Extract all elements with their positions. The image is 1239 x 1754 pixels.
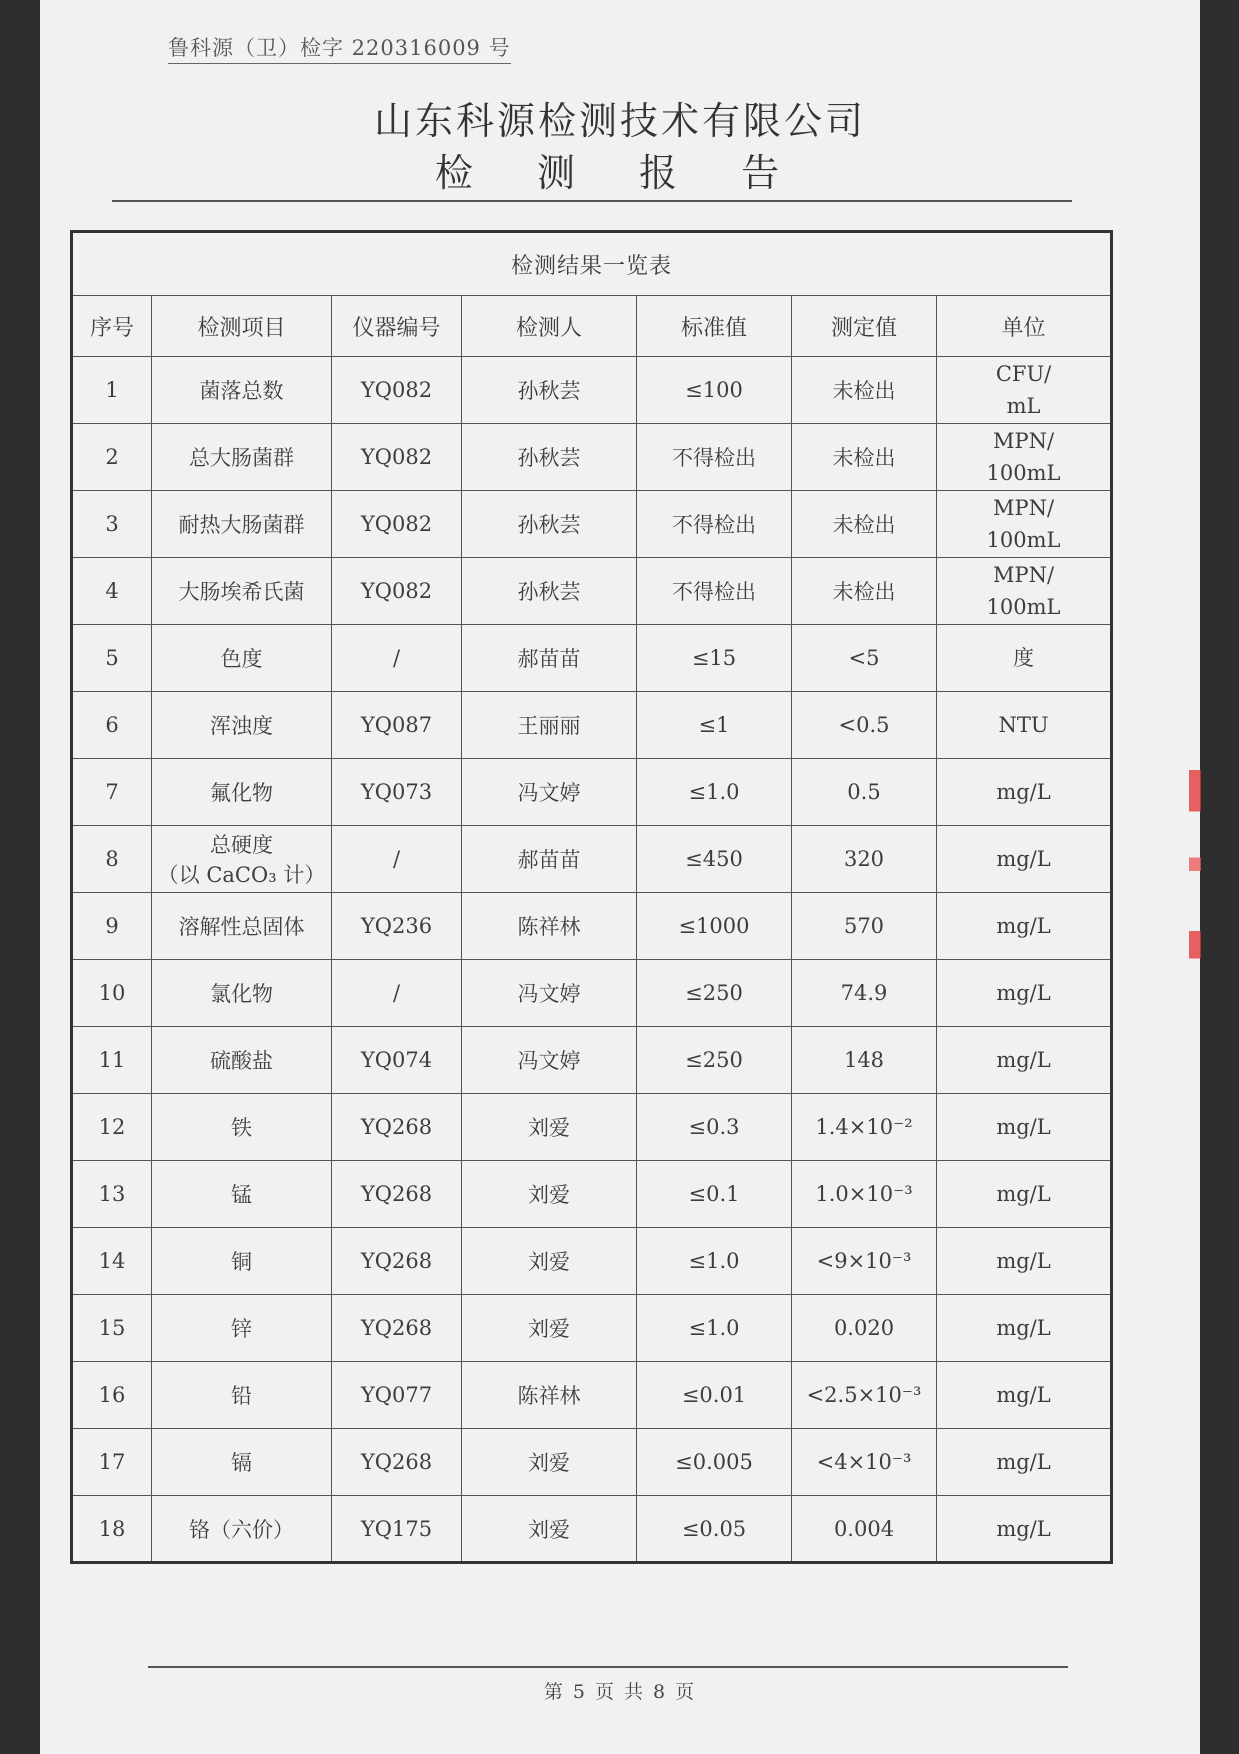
row-number: 18 [72,1496,152,1563]
results-table [70,230,1113,1564]
table-row [72,692,1112,759]
tester-name: 孙秋芸 [462,357,637,424]
test-item: 锌 [152,1295,332,1362]
row-number: 10 [72,960,152,1027]
test-item: 浑浊度 [152,692,332,759]
instrument-id: YQ268 [332,1429,462,1496]
standard-value: ≤100 [637,357,792,424]
instrument-id: YQ082 [332,558,462,625]
row-number: 6 [72,692,152,759]
report-number: 鲁科源（卫）检字 220316009 号 [168,32,511,64]
measured-value: 74.9 [792,960,937,1027]
measured-value: 0.004 [792,1496,937,1563]
footer-divider [148,1666,1068,1668]
table-row [72,1161,1112,1228]
unit: CFU/ mL [937,357,1112,424]
instrument-id: YQ268 [332,1161,462,1228]
measured-value: 1.4×10⁻² [792,1094,937,1161]
measured-value: 320 [792,826,937,893]
unit: mg/L [937,1496,1112,1563]
table-row [72,960,1112,1027]
unit: mg/L [937,960,1112,1027]
standard-value: ≤1 [637,692,792,759]
tester-name: 陈祥林 [462,893,637,960]
standard-value: ≤450 [637,826,792,893]
measured-value: 570 [792,893,937,960]
document-title: 检 测 报 告 [434,151,806,195]
test-item: 氟化物 [152,759,332,826]
test-item: 色度 [152,625,332,692]
column-header: 检测项目 [152,296,332,357]
table-row [72,1429,1112,1496]
measured-value: <2.5×10⁻³ [792,1362,937,1429]
instrument-id: YQ074 [332,1027,462,1094]
table-row [72,1295,1112,1362]
unit: MPN/ 100mL [937,491,1112,558]
standard-value: ≤1.0 [637,1228,792,1295]
tester-name: 刘爱 [462,1429,637,1496]
unit: mg/L [937,1161,1112,1228]
table-row [72,826,1112,893]
instrument-id: YQ236 [332,893,462,960]
header-divider [112,200,1072,202]
standard-value: ≤0.3 [637,1094,792,1161]
standard-value: ≤0.01 [637,1362,792,1429]
tester-name: 刘爱 [462,1295,637,1362]
row-number: 2 [72,424,152,491]
measured-value: 未检出 [792,491,937,558]
table-row [72,1362,1112,1429]
column-header: 仪器编号 [332,296,462,357]
unit: mg/L [937,893,1112,960]
measured-value: 1.0×10⁻³ [792,1161,937,1228]
standard-value: ≤250 [637,960,792,1027]
measured-value: 未检出 [792,558,937,625]
column-header: 检测人 [462,296,637,357]
standard-value: ≤0.1 [637,1161,792,1228]
tester-name: 刘爱 [462,1496,637,1563]
table-row [72,558,1112,625]
instrument-id: / [332,625,462,692]
standard-value: ≤1000 [637,893,792,960]
tester-name: 孙秋芸 [462,491,637,558]
test-item: 氯化物 [152,960,332,1027]
tester-name: 郝苗苗 [462,625,637,692]
unit: NTU [937,692,1112,759]
table-row [72,625,1112,692]
unit: 度 [937,625,1112,692]
column-header: 序号 [72,296,152,357]
tester-name: 冯文婷 [462,1027,637,1094]
tester-name: 冯文婷 [462,759,637,826]
instrument-id: YQ077 [332,1362,462,1429]
page-number: 第 5 页 共 8 页 [543,1681,697,1703]
table-row [72,1496,1112,1563]
measured-value: <9×10⁻³ [792,1228,937,1295]
test-item: 大肠埃希氏菌 [152,558,332,625]
test-item: 溶解性总固体 [152,893,332,960]
tester-name: 刘爱 [462,1161,637,1228]
instrument-id: YQ268 [332,1295,462,1362]
table-caption: 检测结果一览表 [72,232,1112,296]
unit: mg/L [937,1295,1112,1362]
measured-value: 未检出 [792,424,937,491]
unit: mg/L [937,826,1112,893]
table-row [72,357,1112,424]
tester-name: 陈祥林 [462,1362,637,1429]
unit: mg/L [937,1362,1112,1429]
unit: mg/L [937,1094,1112,1161]
table-row [72,893,1112,960]
tester-name: 孙秋芸 [462,558,637,625]
instrument-id: YQ073 [332,759,462,826]
row-number: 14 [72,1228,152,1295]
instrument-id: YQ175 [332,1496,462,1563]
column-header: 标准值 [637,296,792,357]
test-item: 硫酸盐 [152,1027,332,1094]
standard-value: ≤1.0 [637,1295,792,1362]
test-item: 耐热大肠菌群 [152,491,332,558]
standard-value: ≤1.0 [637,759,792,826]
red-seal-edge [1189,770,1201,1000]
standard-value: ≤250 [637,1027,792,1094]
table-row [72,424,1112,491]
row-number: 11 [72,1027,152,1094]
row-number: 15 [72,1295,152,1362]
table-header-row [72,296,1112,357]
instrument-id: YQ082 [332,491,462,558]
measured-value: <5 [792,625,937,692]
standard-value: 不得检出 [637,491,792,558]
row-number: 12 [72,1094,152,1161]
instrument-id: YQ268 [332,1228,462,1295]
tester-name: 郝苗苗 [462,826,637,893]
row-number: 9 [72,893,152,960]
table-row [72,1228,1112,1295]
test-item: 锰 [152,1161,332,1228]
test-item: 铅 [152,1362,332,1429]
row-number: 17 [72,1429,152,1496]
report-page [40,0,1200,1754]
measured-value: <4×10⁻³ [792,1429,937,1496]
measured-value: 未检出 [792,357,937,424]
tester-name: 冯文婷 [462,960,637,1027]
standard-value: 不得检出 [637,558,792,625]
instrument-id: YQ082 [332,357,462,424]
measured-value: 0.5 [792,759,937,826]
tester-name: 刘爱 [462,1094,637,1161]
row-number: 13 [72,1161,152,1228]
unit: MPN/ 100mL [937,424,1112,491]
test-item: 铁 [152,1094,332,1161]
unit: mg/L [937,759,1112,826]
test-item: 总硬度 （以 CaCO₃ 计） [152,826,332,893]
row-number: 4 [72,558,152,625]
measured-value: <0.5 [792,692,937,759]
test-item: 总大肠菌群 [152,424,332,491]
unit: mg/L [937,1027,1112,1094]
standard-value: ≤0.005 [637,1429,792,1496]
row-number: 8 [72,826,152,893]
standard-value: ≤15 [637,625,792,692]
row-number: 16 [72,1362,152,1429]
column-header: 测定值 [792,296,937,357]
test-item: 菌落总数 [152,357,332,424]
instrument-id: / [332,826,462,893]
row-number: 5 [72,625,152,692]
standard-value: 不得检出 [637,424,792,491]
row-number: 1 [72,357,152,424]
table-row [72,759,1112,826]
test-item: 铬（六价） [152,1496,332,1563]
row-number: 7 [72,759,152,826]
tester-name: 王丽丽 [462,692,637,759]
tester-name: 刘爱 [462,1228,637,1295]
table-row [72,491,1112,558]
table-row [72,1094,1112,1161]
instrument-id: YQ268 [332,1094,462,1161]
instrument-id: YQ087 [332,692,462,759]
table-row [72,1027,1112,1094]
instrument-id: / [332,960,462,1027]
instrument-id: YQ082 [332,424,462,491]
company-name: 山东科源检测技术有限公司 [373,99,866,143]
measured-value: 148 [792,1027,937,1094]
unit: MPN/ 100mL [937,558,1112,625]
unit: mg/L [937,1429,1112,1496]
tester-name: 孙秋芸 [462,424,637,491]
column-header: 单位 [937,296,1112,357]
row-number: 3 [72,491,152,558]
test-item: 镉 [152,1429,332,1496]
measured-value: 0.020 [792,1295,937,1362]
test-item: 铜 [152,1228,332,1295]
standard-value: ≤0.05 [637,1496,792,1563]
unit: mg/L [937,1228,1112,1295]
